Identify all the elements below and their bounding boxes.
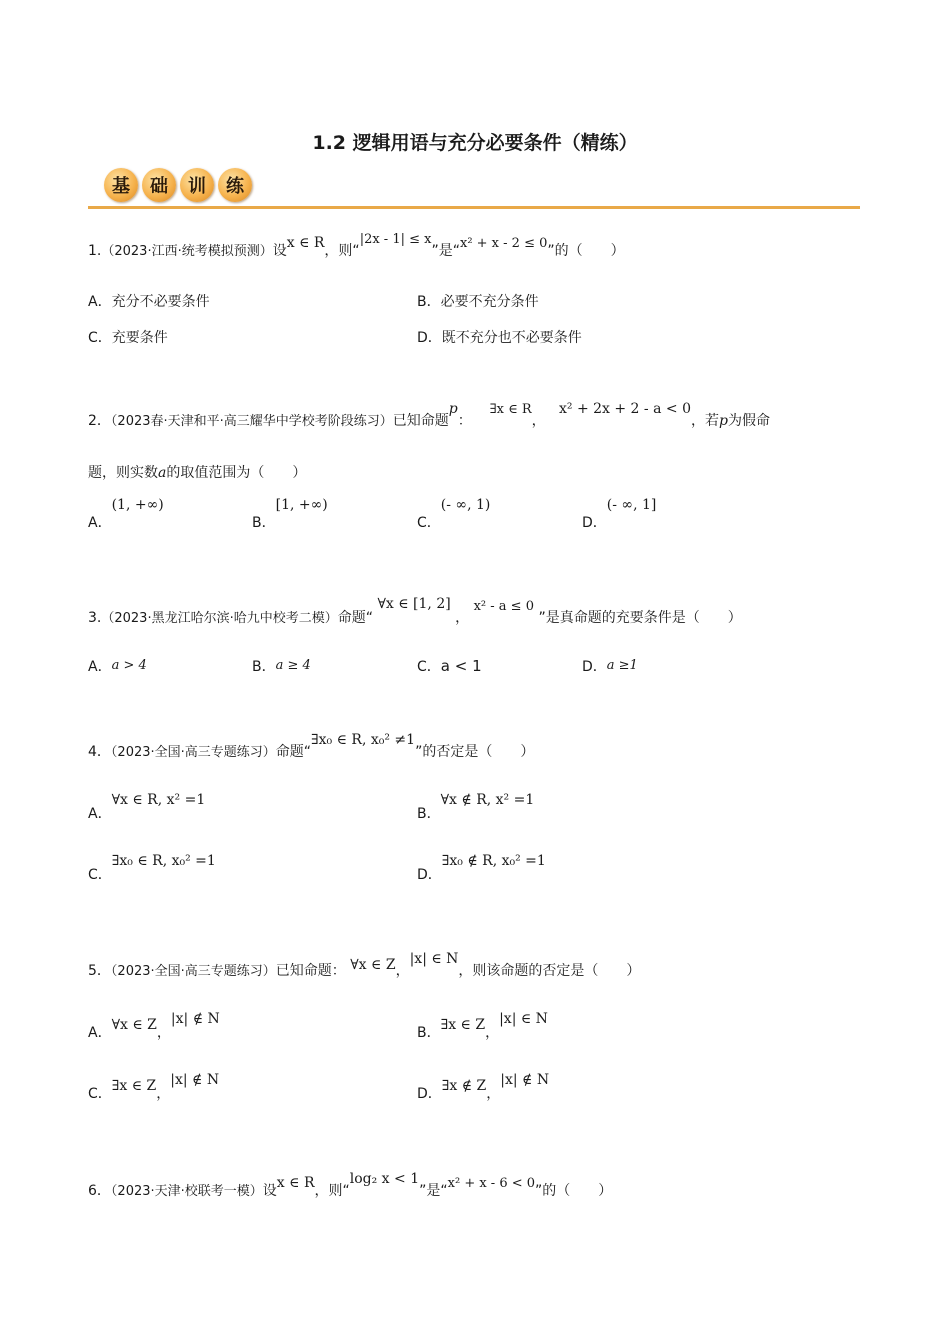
option-c[interactable]: [88, 850, 216, 883]
math-expr: x² + x - 6 < 0: [447, 1176, 536, 1191]
question-2: [88, 401, 770, 430]
question-source: （2023·天津·校联考一模）: [110, 1184, 263, 1199]
option-label: D．: [417, 330, 442, 346]
section-badge-char: 础: [142, 168, 176, 202]
math-expr: |x| ∉ N: [170, 1011, 220, 1027]
math-expr: |x| ∉ N: [170, 1072, 220, 1088]
option-b[interactable]: [417, 1011, 548, 1041]
option-b[interactable]: [417, 789, 535, 822]
option-a[interactable]: [88, 291, 210, 311]
math-expr: (1, +∞): [111, 497, 164, 513]
question-text: ，若: [690, 413, 719, 429]
option-label: B．: [417, 806, 441, 822]
question-text: 设: [272, 243, 287, 259]
math-expr: ∀x ∉ R, x² =1: [440, 792, 535, 808]
option-label: A．: [88, 659, 112, 675]
math-expr: ∃x ∈ R: [489, 402, 532, 417]
question-source: （2023·全国·高三专题练习）: [110, 964, 276, 979]
option-a[interactable]: [88, 789, 206, 822]
math-expr: x ∈ R: [276, 1175, 315, 1191]
section-badge-char: 练: [218, 168, 252, 202]
option-label: D．: [417, 1086, 442, 1102]
math-expr: ∀x ∈ R, x² =1: [111, 792, 206, 808]
question-3: [88, 596, 742, 627]
question-text: ，: [455, 610, 470, 626]
option-a[interactable]: [88, 1011, 220, 1041]
option-d[interactable]: [417, 327, 582, 347]
math-expr: [1, +∞): [275, 497, 328, 513]
question-number: 3.: [88, 610, 102, 626]
math-expr: |x| ∈ N: [409, 951, 459, 967]
math-expr: ∃x ∈ Z: [440, 1017, 486, 1033]
question-text: 题，则实数: [88, 465, 158, 481]
separator: ，: [156, 1025, 171, 1041]
math-expr: ∃x ∉ Z: [441, 1078, 487, 1094]
page-title: 1.2 逻辑用语与充分必要条件（精练）: [312, 132, 638, 154]
separator: ，: [486, 1086, 501, 1102]
question-text: 为假命: [727, 413, 770, 429]
question-text: ”的（ ）: [535, 1183, 613, 1199]
question-text: 的取值范围为（ ）: [166, 465, 307, 481]
math-expr: p: [448, 401, 458, 417]
option-label: A．: [88, 806, 112, 822]
math-expr: a ≥1: [606, 658, 638, 673]
math-expr: p: [718, 413, 728, 429]
question-number: 4．: [88, 744, 111, 760]
question-text: ”是“: [419, 1183, 448, 1199]
math-expr: x² + x - 2 ≤ 0: [459, 236, 548, 251]
math-expr: x ∈ R: [286, 235, 325, 251]
math-expr: ∀x ∈ Z: [111, 1017, 157, 1033]
option-label: A．: [88, 515, 112, 531]
option-label: C．: [417, 659, 441, 675]
option-b[interactable]: [252, 494, 328, 531]
option-d[interactable]: [417, 850, 546, 883]
question-number: 5．: [88, 963, 111, 979]
option-c[interactable]: [88, 327, 168, 347]
question-text: ，则该命题的否定是（ ）: [458, 963, 641, 979]
option-label: C．: [88, 867, 112, 883]
question-text: ，: [531, 413, 546, 429]
question-text: 已知命题：: [275, 963, 346, 979]
option-label: C．: [417, 515, 441, 531]
option-b[interactable]: [417, 291, 539, 311]
math-expr: |x| ∉ N: [500, 1072, 550, 1088]
question-5: [88, 951, 641, 980]
option-label: D．: [582, 515, 607, 531]
math-expr: ∀x ∈ Z: [350, 957, 396, 973]
section-badge: [104, 168, 252, 202]
section-badge-char: 训: [180, 168, 214, 202]
option-d[interactable]: [582, 494, 657, 531]
question-text: ，则“: [324, 243, 360, 259]
option-label: B．: [252, 515, 276, 531]
separator: ，: [485, 1025, 500, 1041]
option-label: D．: [417, 867, 442, 883]
question-text: 命题“: [337, 610, 373, 626]
question-number: 6．: [88, 1183, 111, 1199]
math-expr: x² + 2x + 2 - a < 0: [558, 401, 691, 417]
question-source: （2023·全国·高三专题练习）: [110, 745, 276, 760]
math-expr: (- ∞, 1]: [606, 497, 657, 513]
math-expr: ∃x₀ ∈ R, x₀² ≠1: [311, 732, 416, 748]
question-2-line2: [88, 462, 306, 482]
math-expr: (- ∞, 1): [440, 497, 491, 513]
option-label: B．: [417, 1025, 441, 1041]
question-text: ”是“: [431, 243, 460, 259]
option-label: D．: [582, 659, 607, 675]
question-source: （2023·江西·统考模拟预测）: [101, 244, 273, 259]
question-text: ”的（ ）: [547, 243, 625, 259]
option-c[interactable]: [417, 656, 482, 676]
option-c[interactable]: [88, 1072, 220, 1102]
question-4: [88, 732, 535, 761]
math-expr: |2x - 1| ≤ x: [359, 232, 432, 247]
option-text: 既不充分也不必要条件: [441, 330, 582, 346]
question-source: （2023春·天津和平·高三耀华中学校考阶段练习）: [110, 414, 393, 429]
option-label: C．: [88, 330, 112, 346]
section-divider: [88, 206, 860, 209]
math-expr: a ≥ 4: [275, 658, 311, 673]
math-expr: ∀x ∈ [1, 2]: [377, 596, 451, 612]
math-expr: ∃x ∈ Z: [111, 1078, 157, 1094]
question-text: ，则“: [314, 1183, 350, 1199]
option-d[interactable]: [582, 656, 638, 676]
option-label: C．: [88, 1086, 112, 1102]
option-label: A．: [88, 1025, 112, 1041]
question-number: 1.: [88, 243, 102, 259]
math-expr: ∃x₀ ∈ R, x₀² =1: [111, 853, 216, 869]
option-label: B．: [252, 659, 276, 675]
question-text: ”是真命题的充要条件是（ ）: [538, 610, 742, 626]
math-expr: ∃x₀ ∉ R, x₀² =1: [441, 853, 546, 869]
question-source: （2023·黑龙江哈尔滨·哈九中校考二模）: [101, 611, 338, 626]
math-expr: a > 4: [111, 658, 147, 673]
question-number: 2．: [88, 413, 111, 429]
math-expr: log₂ x < 1: [349, 1171, 420, 1187]
math-expr: a < 1: [440, 657, 482, 675]
math-expr: |x| ∈ N: [499, 1011, 548, 1027]
question-text: 设: [262, 1183, 277, 1199]
option-a[interactable]: [88, 656, 147, 676]
question-6: [88, 1171, 613, 1200]
question-text: ”的否定是（ ）: [415, 744, 535, 760]
question-text: 命题“: [275, 744, 312, 760]
option-c[interactable]: [417, 494, 491, 531]
option-text: 充分不必要条件: [111, 294, 210, 310]
math-expr: a: [158, 465, 167, 481]
question-text: ：: [457, 413, 472, 429]
option-label: A．: [88, 294, 112, 310]
option-label: B．: [417, 294, 441, 310]
section-badge-char: 基: [104, 168, 138, 202]
question-text: ，: [395, 963, 410, 979]
question-text: 已知命题: [392, 413, 449, 429]
option-a[interactable]: [88, 494, 164, 531]
option-b[interactable]: [252, 656, 311, 676]
option-d[interactable]: [417, 1072, 550, 1102]
option-text: 充要条件: [111, 330, 168, 346]
question-1: [88, 232, 625, 260]
separator: ，: [156, 1086, 171, 1102]
math-expr: x² - a ≤ 0: [473, 599, 534, 614]
option-text: 必要不充分条件: [440, 294, 539, 310]
